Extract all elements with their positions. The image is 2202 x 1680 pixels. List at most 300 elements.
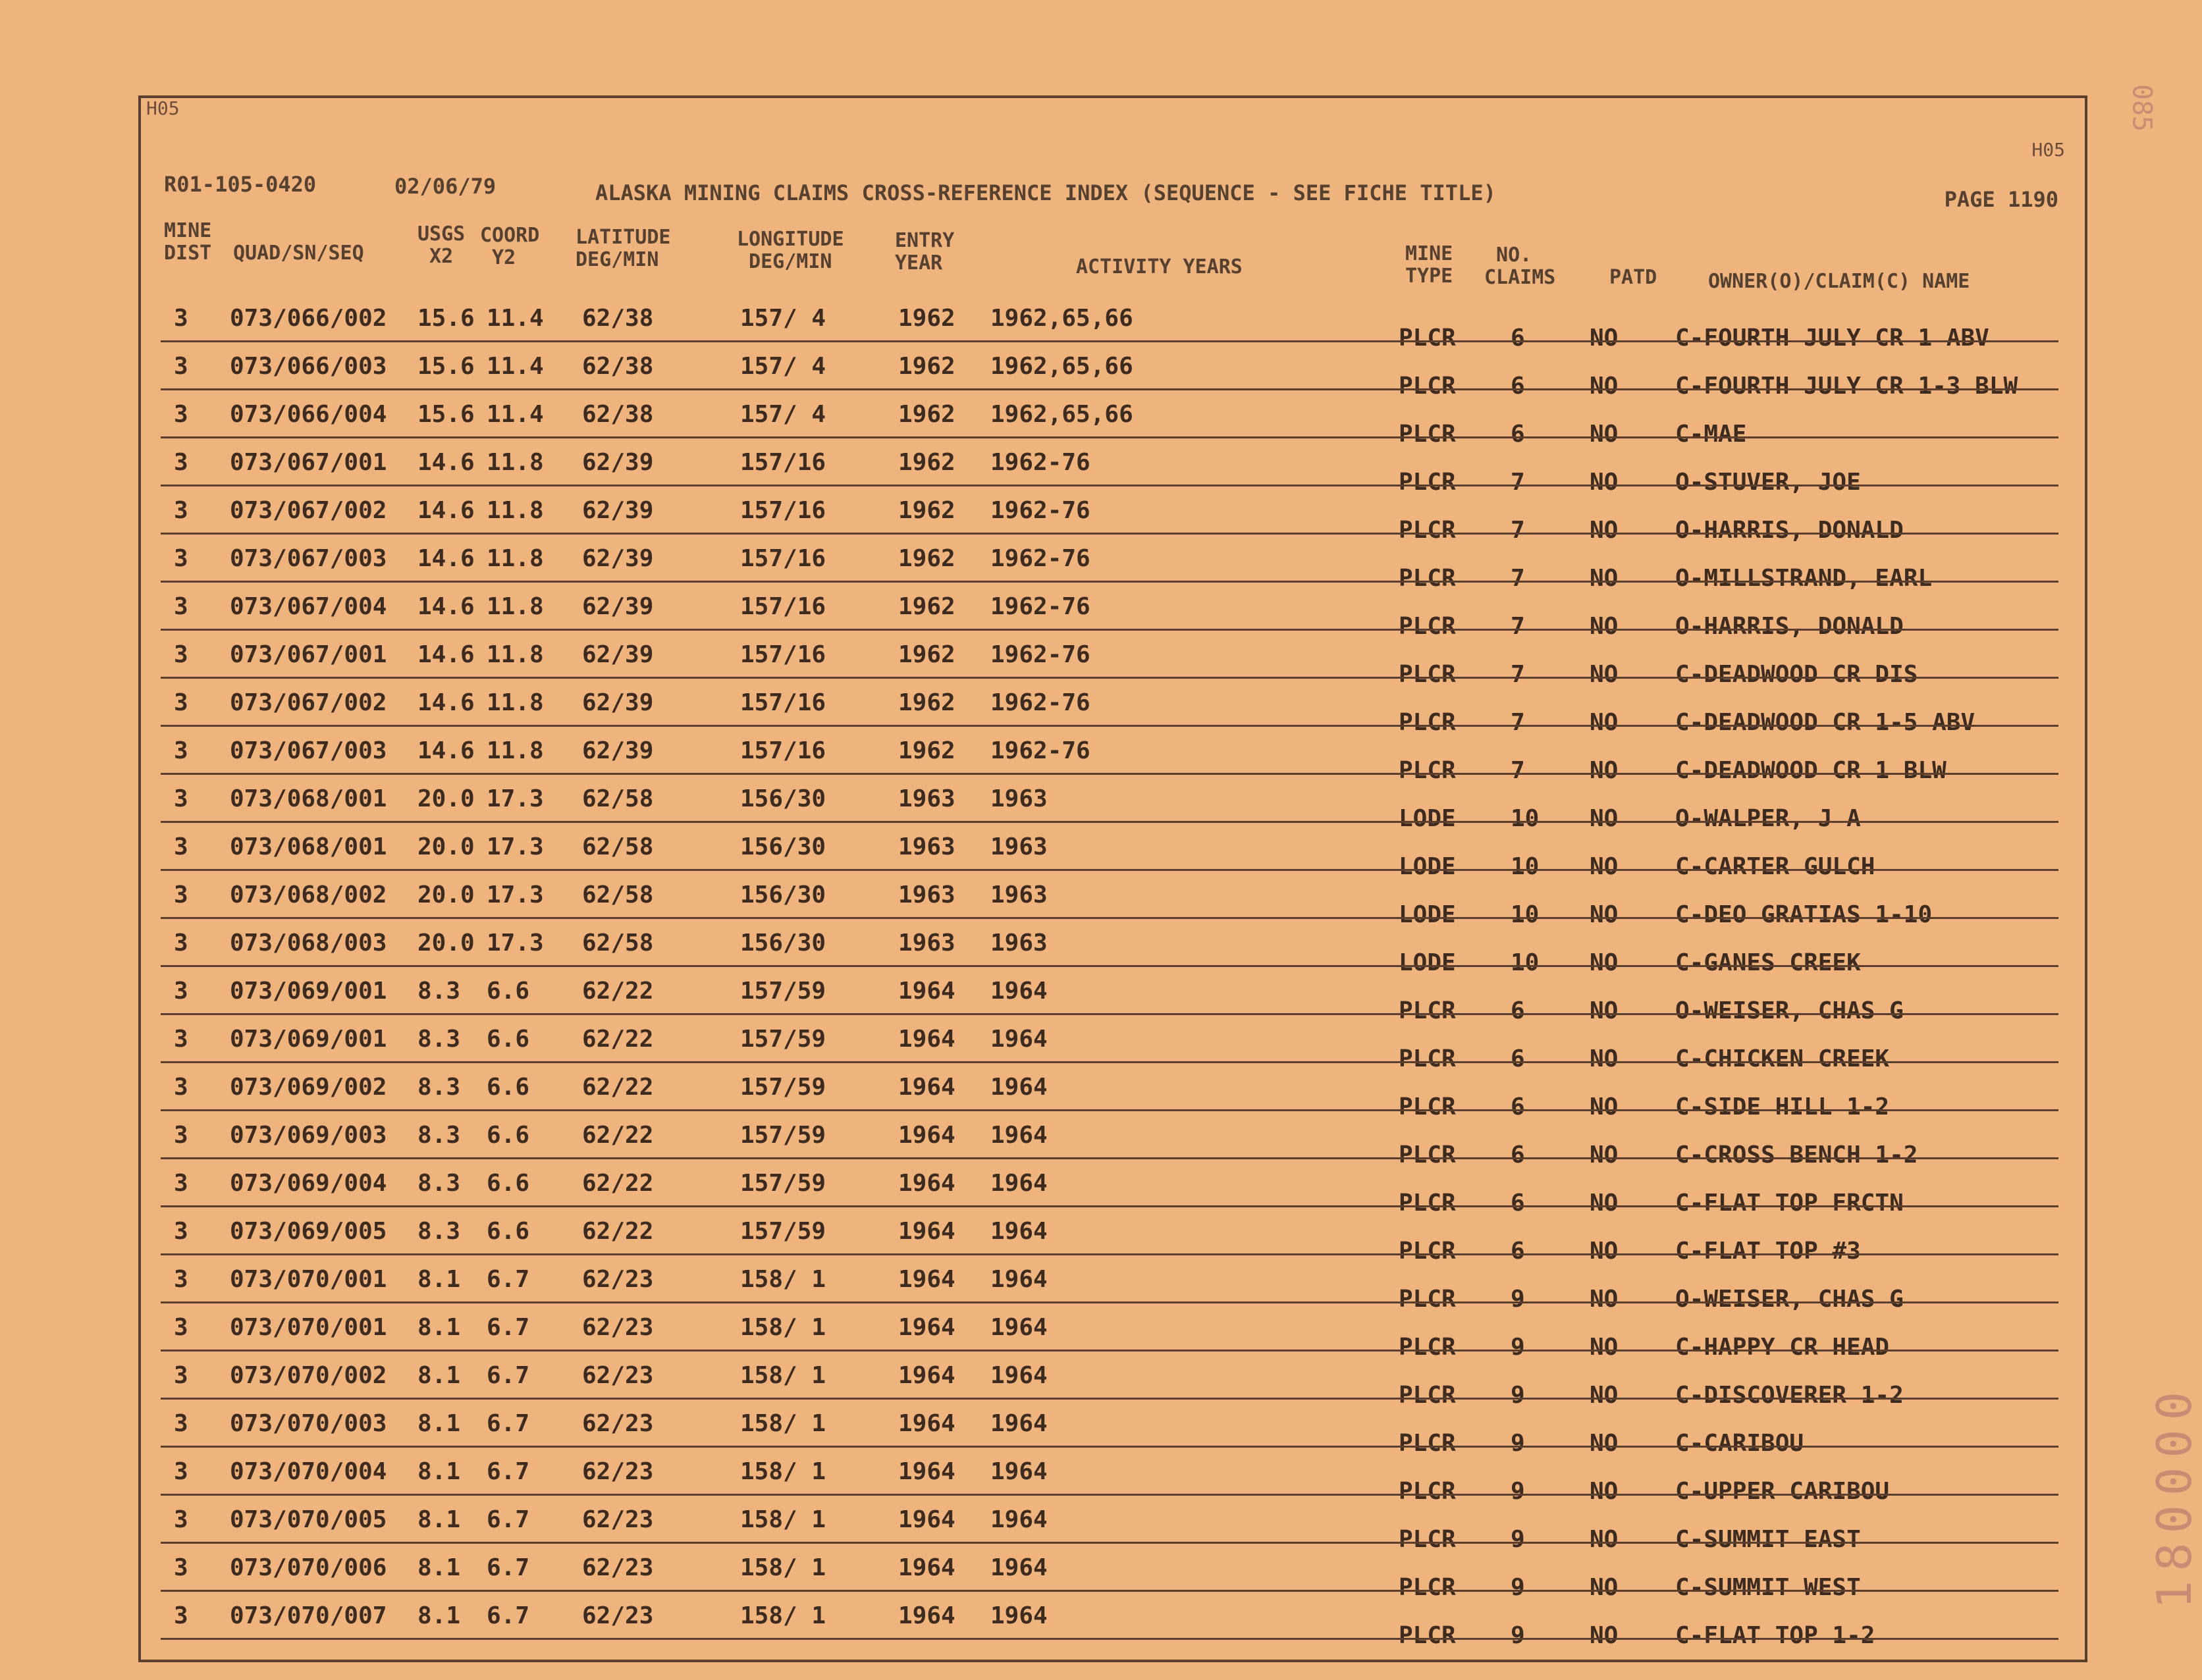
cell-y: 11.8	[487, 545, 544, 572]
cell-activity: 1963	[990, 785, 1048, 812]
cell-owner: O-WALPER, J A	[1675, 805, 1861, 832]
cell-claims: 7	[1511, 661, 1525, 688]
table-row	[141, 1545, 2085, 1601]
cell-pato: NO	[1590, 1286, 1619, 1313]
cell-owner: C-SUMMIT EAST	[1675, 1526, 1861, 1553]
cell-entry: 1964	[898, 1554, 955, 1581]
cell-entry: 1964	[898, 1122, 955, 1149]
cell-claims: 6	[1511, 1142, 1525, 1168]
cell-activity: 1962,65,66	[990, 353, 1133, 380]
cell-lat: 62/39	[582, 689, 654, 716]
cell-quad: 073/068/001	[230, 833, 387, 860]
cell-type: PLCR	[1399, 1238, 1456, 1265]
table-row	[141, 920, 2085, 976]
cell-claims: 10	[1511, 901, 1540, 928]
cell-lat: 62/58	[582, 785, 654, 812]
report-date: 02/06/79	[394, 174, 497, 199]
cell-x: 14.6	[417, 449, 475, 476]
table-row	[141, 824, 2085, 880]
cell-owner: C-HAPPY CR HEAD	[1675, 1334, 1890, 1361]
cell-claims: 7	[1511, 613, 1525, 640]
cell-lat: 62/58	[582, 930, 654, 957]
col-coord-y: COORD Y2	[480, 224, 540, 269]
row-divider	[161, 533, 2058, 535]
cell-pato: NO	[1590, 1526, 1619, 1553]
cell-entry: 1964	[898, 1602, 955, 1629]
cell-quad: 073/070/002	[230, 1362, 387, 1389]
cell-quad: 073/069/003	[230, 1122, 387, 1149]
table-row	[141, 1449, 2085, 1505]
cell-x: 15.6	[417, 401, 475, 428]
cell-claims: 10	[1511, 853, 1540, 880]
cell-owner: C-CHICKEN CREEK	[1675, 1045, 1890, 1072]
row-divider	[161, 1205, 2058, 1207]
cell-type: PLCR	[1399, 1574, 1456, 1601]
cell-pato: NO	[1590, 805, 1619, 832]
row-divider	[161, 1109, 2058, 1111]
cell-x: 14.6	[417, 641, 475, 668]
cell-type: PLCR	[1399, 709, 1456, 736]
cell-claims: 7	[1511, 757, 1525, 784]
table-row	[141, 968, 2085, 1024]
cell-y: 6.6	[487, 978, 530, 1005]
cell-type: PLCR	[1399, 421, 1456, 448]
cell-type: PLCR	[1399, 469, 1456, 496]
cell-y: 6.7	[487, 1410, 530, 1437]
cell-activity: 1963	[990, 833, 1048, 860]
cell-claims: 6	[1511, 997, 1525, 1024]
cell-quad: 073/070/001	[230, 1314, 387, 1341]
cell-lat: 62/23	[582, 1266, 654, 1293]
cell-owner: C-SUMMIT WEST	[1675, 1574, 1861, 1601]
table-row	[141, 1161, 2085, 1217]
table-row	[141, 536, 2085, 592]
cell-dist: 3	[174, 978, 188, 1005]
cell-entry: 1963	[898, 881, 955, 908]
cell-lon: 157/ 4	[740, 353, 826, 380]
col-longitude: LONGITUDE DEG/MIN	[737, 228, 844, 273]
cell-owner: O-HARRIS, DONALD	[1675, 613, 1904, 640]
cell-quad: 073/066/004	[230, 401, 387, 428]
cell-lat: 62/23	[582, 1554, 654, 1581]
cell-quad: 073/068/001	[230, 785, 387, 812]
cell-pato: NO	[1590, 1238, 1619, 1265]
row-divider	[161, 965, 2058, 967]
table-row	[141, 392, 2085, 448]
cell-activity: 1964	[990, 1218, 1048, 1245]
cell-quad: 073/070/003	[230, 1410, 387, 1437]
cell-x: 8.3	[417, 1122, 461, 1149]
cell-claims: 6	[1511, 1093, 1525, 1120]
cell-lat: 62/58	[582, 881, 654, 908]
row-divider	[161, 725, 2058, 727]
cell-entry: 1962	[898, 449, 955, 476]
cell-activity: 1962,65,66	[990, 305, 1133, 332]
cell-y: 11.8	[487, 449, 544, 476]
report-title: ALASKA MINING CLAIMS CROSS-REFERENCE INDEX (SEQUENCE - SEE FICHE TITLE)	[595, 180, 1496, 205]
cell-entry: 1964	[898, 978, 955, 1005]
cell-pato: NO	[1590, 1382, 1619, 1409]
cell-y: 11.4	[487, 305, 544, 332]
cell-dist: 3	[174, 353, 188, 380]
cell-quad: 073/070/001	[230, 1266, 387, 1293]
cell-type: PLCR	[1399, 1142, 1456, 1168]
cell-x: 8.1	[417, 1602, 461, 1629]
cell-lat: 62/38	[582, 401, 654, 428]
table-row	[141, 1016, 2085, 1072]
cell-lon: 157/59	[740, 1074, 826, 1101]
cell-lat: 62/22	[582, 978, 654, 1005]
cell-x: 8.1	[417, 1362, 461, 1389]
col-entry-year: ENTRY YEAR	[895, 229, 955, 275]
table-row	[141, 1209, 2085, 1265]
cell-x: 8.3	[417, 1074, 461, 1101]
row-divider	[161, 1061, 2058, 1063]
cell-lon: 157/16	[740, 545, 826, 572]
cell-pato: NO	[1590, 997, 1619, 1024]
cell-claims: 9	[1511, 1382, 1525, 1409]
cell-owner: C-CARTER GULCH	[1675, 853, 1875, 880]
cell-type: PLCR	[1399, 1045, 1456, 1072]
cell-x: 8.3	[417, 1026, 461, 1053]
cell-pato: NO	[1590, 421, 1619, 448]
cell-quad: 073/067/003	[230, 737, 387, 764]
cell-claims: 7	[1511, 469, 1525, 496]
row-divider	[161, 581, 2058, 583]
cell-lon: 156/30	[740, 833, 826, 860]
cell-x: 8.1	[417, 1266, 461, 1293]
cell-type: PLCR	[1399, 1093, 1456, 1120]
cell-claims: 10	[1511, 949, 1540, 976]
cell-quad: 073/067/002	[230, 497, 387, 524]
cell-quad: 073/070/006	[230, 1554, 387, 1581]
cell-entry: 1964	[898, 1170, 955, 1197]
cell-activity: 1964	[990, 1026, 1048, 1053]
cell-activity: 1964	[990, 1266, 1048, 1293]
cell-dist: 3	[174, 881, 188, 908]
page-number: PAGE 1190	[1944, 187, 2058, 212]
cell-lon: 156/30	[740, 785, 826, 812]
cell-activity: 1964	[990, 1314, 1048, 1341]
cell-x: 14.6	[417, 737, 475, 764]
cell-owner: C-FOURTH JULY CR 1 ABV	[1675, 325, 1989, 352]
cell-pato: NO	[1590, 1093, 1619, 1120]
cell-x: 20.0	[417, 833, 475, 860]
cell-owner: C-DISCOVERER 1-2	[1675, 1382, 1904, 1409]
cell-dist: 3	[174, 1026, 188, 1053]
cell-quad: 073/068/002	[230, 881, 387, 908]
cell-x: 8.1	[417, 1410, 461, 1437]
cell-y: 17.3	[487, 785, 544, 812]
row-divider	[161, 1301, 2058, 1303]
cell-owner: C-DEADWOOD CR 1-5 ABV	[1675, 709, 1975, 736]
cell-lat: 62/23	[582, 1458, 654, 1485]
table-row	[141, 1353, 2085, 1409]
cell-y: 11.8	[487, 689, 544, 716]
cell-lat: 62/22	[582, 1074, 654, 1101]
cell-dist: 3	[174, 1122, 188, 1149]
cell-x: 8.3	[417, 1218, 461, 1245]
cell-owner: C-DEADWOOD CR 1 BLW	[1675, 757, 1947, 784]
cell-dist: 3	[174, 737, 188, 764]
cell-owner: C-FLAT TOP #3	[1675, 1238, 1861, 1265]
cell-pato: NO	[1590, 517, 1619, 544]
cell-claims: 6	[1511, 1190, 1525, 1217]
cell-claims: 9	[1511, 1286, 1525, 1313]
cell-claims: 6	[1511, 325, 1525, 352]
report-id: R01-105-0420	[164, 172, 317, 197]
cell-lon: 156/30	[740, 930, 826, 957]
cell-activity: 1962,65,66	[990, 401, 1133, 428]
cell-claims: 9	[1511, 1526, 1525, 1553]
row-divider	[161, 1590, 2058, 1592]
cell-y: 11.4	[487, 401, 544, 428]
row-divider	[161, 1350, 2058, 1352]
cell-claims: 6	[1511, 373, 1525, 400]
cell-claims: 9	[1511, 1334, 1525, 1361]
cell-dist: 3	[174, 1074, 188, 1101]
cell-owner: C-FOURTH JULY CR 1-3 BLW	[1675, 373, 2018, 400]
cell-quad: 073/069/001	[230, 978, 387, 1005]
table-row	[141, 1257, 2085, 1313]
cell-entry: 1962	[898, 353, 955, 380]
cell-dist: 3	[174, 1218, 188, 1245]
cell-pato: NO	[1590, 1478, 1619, 1505]
cell-owner: C-CROSS BENCH 1-2	[1675, 1142, 1918, 1168]
cell-quad: 073/070/007	[230, 1602, 387, 1629]
table-row	[141, 1593, 2085, 1649]
cell-claims: 9	[1511, 1430, 1525, 1457]
row-divider	[161, 340, 2058, 342]
cell-lat: 62/23	[582, 1362, 654, 1389]
col-mine-type: MINE TYPE	[1405, 242, 1453, 288]
col-mine-dist: MINE DIST	[164, 219, 212, 265]
cell-lat: 62/39	[582, 545, 654, 572]
cell-x: 8.1	[417, 1458, 461, 1485]
cell-lon: 156/30	[740, 881, 826, 908]
cell-pato: NO	[1590, 1622, 1619, 1649]
cell-entry: 1964	[898, 1506, 955, 1533]
cell-quad: 073/067/001	[230, 641, 387, 668]
cell-y: 6.7	[487, 1314, 530, 1341]
cell-lat: 62/23	[582, 1506, 654, 1533]
cell-activity: 1962-76	[990, 641, 1090, 668]
cell-lon: 158/ 1	[740, 1554, 826, 1581]
cell-lon: 158/ 1	[740, 1506, 826, 1533]
cell-dist: 3	[174, 545, 188, 572]
cell-y: 6.6	[487, 1026, 530, 1053]
cell-dist: 3	[174, 305, 188, 332]
cell-activity: 1962-76	[990, 497, 1090, 524]
cell-lon: 158/ 1	[740, 1266, 826, 1293]
row-divider	[161, 1157, 2058, 1159]
cell-entry: 1962	[898, 305, 955, 332]
cell-activity: 1962-76	[990, 545, 1090, 572]
cell-dist: 3	[174, 401, 188, 428]
row-divider	[161, 436, 2058, 438]
cell-x: 15.6	[417, 305, 475, 332]
table-row	[141, 1064, 2085, 1120]
table-row	[141, 728, 2085, 784]
cell-claims: 7	[1511, 709, 1525, 736]
cell-pato: NO	[1590, 1190, 1619, 1217]
cell-activity: 1962-76	[990, 689, 1090, 716]
cell-activity: 1963	[990, 930, 1048, 957]
cell-activity: 1962-76	[990, 737, 1090, 764]
cell-pato: NO	[1590, 613, 1619, 640]
cell-x: 8.3	[417, 1170, 461, 1197]
cell-quad: 073/067/003	[230, 545, 387, 572]
cell-dist: 3	[174, 1554, 188, 1581]
row-divider	[161, 1542, 2058, 1544]
cell-owner: O-WEISER, CHAS G	[1675, 997, 1904, 1024]
cell-quad: 073/066/003	[230, 353, 387, 380]
cell-entry: 1964	[898, 1314, 955, 1341]
table-row	[141, 776, 2085, 832]
table-row	[141, 440, 2085, 496]
row-divider	[161, 677, 2058, 679]
cell-lat: 62/23	[582, 1314, 654, 1341]
cell-claims: 6	[1511, 1045, 1525, 1072]
cell-pato: NO	[1590, 469, 1619, 496]
cell-entry: 1962	[898, 641, 955, 668]
cell-type: LODE	[1399, 949, 1456, 976]
cell-owner: C-UPPER CARIBOU	[1675, 1478, 1890, 1505]
cell-y: 17.3	[487, 833, 544, 860]
cell-pato: NO	[1590, 1334, 1619, 1361]
cell-pato: NO	[1590, 757, 1619, 784]
cell-claims: 7	[1511, 517, 1525, 544]
cell-lat: 62/39	[582, 593, 654, 620]
cell-type: LODE	[1399, 805, 1456, 832]
cell-y: 11.8	[487, 593, 544, 620]
cell-y: 6.6	[487, 1122, 530, 1149]
cell-dist: 3	[174, 449, 188, 476]
row-divider	[161, 1253, 2058, 1255]
cell-type: PLCR	[1399, 565, 1456, 592]
col-owner: OWNER(O)/CLAIM(C) NAME	[1708, 270, 1970, 293]
cell-y: 6.7	[487, 1554, 530, 1581]
cell-pato: NO	[1590, 901, 1619, 928]
cell-claims: 10	[1511, 805, 1540, 832]
cell-pato: NO	[1590, 1045, 1619, 1072]
col-quad: QUAD/SN/SEQ	[233, 242, 364, 265]
cell-quad: 073/068/003	[230, 930, 387, 957]
cell-lon: 158/ 1	[740, 1314, 826, 1341]
cell-lon: 157/59	[740, 1122, 826, 1149]
cell-type: PLCR	[1399, 1478, 1456, 1505]
cell-pato: NO	[1590, 1574, 1619, 1601]
cell-owner: C-FLAT TOP FRCTN	[1675, 1190, 1904, 1217]
table-row	[141, 344, 2085, 400]
cell-dist: 3	[174, 1266, 188, 1293]
row-divider	[161, 821, 2058, 823]
cell-type: PLCR	[1399, 1430, 1456, 1457]
cell-lat: 62/22	[582, 1026, 654, 1053]
fiche-number: 180000	[2147, 1382, 2202, 1610]
cell-lon: 157/59	[740, 1170, 826, 1197]
cell-type: PLCR	[1399, 1382, 1456, 1409]
cell-lon: 157/16	[740, 593, 826, 620]
row-divider	[161, 1494, 2058, 1496]
cell-lat: 62/39	[582, 497, 654, 524]
cell-type: PLCR	[1399, 325, 1456, 352]
cell-owner: O-HARRIS, DONALD	[1675, 517, 1904, 544]
cell-type: PLCR	[1399, 1526, 1456, 1553]
cell-y: 6.6	[487, 1218, 530, 1245]
cell-type: PLCR	[1399, 1286, 1456, 1313]
row-divider	[161, 388, 2058, 390]
row-divider	[161, 485, 2058, 486]
cell-lon: 158/ 1	[740, 1410, 826, 1437]
cell-lat: 62/22	[582, 1218, 654, 1245]
table-row	[141, 632, 2085, 688]
table-row	[141, 1113, 2085, 1168]
cell-entry: 1964	[898, 1362, 955, 1389]
col-latitude: LATITUDE DEG/MIN	[576, 226, 671, 271]
cell-lat: 62/39	[582, 737, 654, 764]
table-row	[141, 680, 2085, 736]
cell-lon: 157/16	[740, 497, 826, 524]
cell-activity: 1962-76	[990, 449, 1090, 476]
cell-quad: 073/069/004	[230, 1170, 387, 1197]
cell-activity: 1963	[990, 881, 1048, 908]
table-row	[141, 296, 2085, 352]
row-divider	[161, 917, 2058, 919]
cell-lat: 62/58	[582, 833, 654, 860]
cell-activity: 1964	[990, 978, 1048, 1005]
cell-dist: 3	[174, 689, 188, 716]
cell-lon: 157/59	[740, 1026, 826, 1053]
cell-y: 17.3	[487, 881, 544, 908]
cell-quad: 073/070/004	[230, 1458, 387, 1485]
cell-lon: 157/59	[740, 978, 826, 1005]
cell-lon: 157/ 4	[740, 401, 826, 428]
cell-lat: 62/38	[582, 353, 654, 380]
cell-pato: NO	[1590, 565, 1619, 592]
cell-entry: 1964	[898, 1074, 955, 1101]
table-row	[141, 872, 2085, 928]
cell-lat: 62/23	[582, 1410, 654, 1437]
cell-pato: NO	[1590, 853, 1619, 880]
cell-quad: 073/067/001	[230, 449, 387, 476]
cell-activity: 1964	[990, 1074, 1048, 1101]
cell-y: 6.7	[487, 1602, 530, 1629]
row-divider	[161, 629, 2058, 631]
table-row	[141, 584, 2085, 640]
cell-dist: 3	[174, 1602, 188, 1629]
cell-activity: 1962-76	[990, 593, 1090, 620]
cell-lon: 157/ 4	[740, 305, 826, 332]
col-pato: PATD	[1609, 266, 1657, 289]
cell-activity: 1964	[990, 1362, 1048, 1389]
cell-lat: 62/23	[582, 1602, 654, 1629]
cell-x: 20.0	[417, 881, 475, 908]
cell-entry: 1963	[898, 930, 955, 957]
cell-owner: O-WEISER, CHAS G	[1675, 1286, 1904, 1313]
cell-dist: 3	[174, 497, 188, 524]
col-usgs-x: USGS X2	[417, 223, 466, 268]
row-divider	[161, 1013, 2058, 1015]
cell-activity: 1964	[990, 1122, 1048, 1149]
cell-claims: 9	[1511, 1574, 1525, 1601]
cell-entry: 1962	[898, 593, 955, 620]
table-row	[141, 488, 2085, 544]
row-divider	[161, 773, 2058, 775]
cell-pato: NO	[1590, 1430, 1619, 1457]
cell-type: LODE	[1399, 901, 1456, 928]
doc-code-topright: H05	[2031, 139, 2065, 161]
